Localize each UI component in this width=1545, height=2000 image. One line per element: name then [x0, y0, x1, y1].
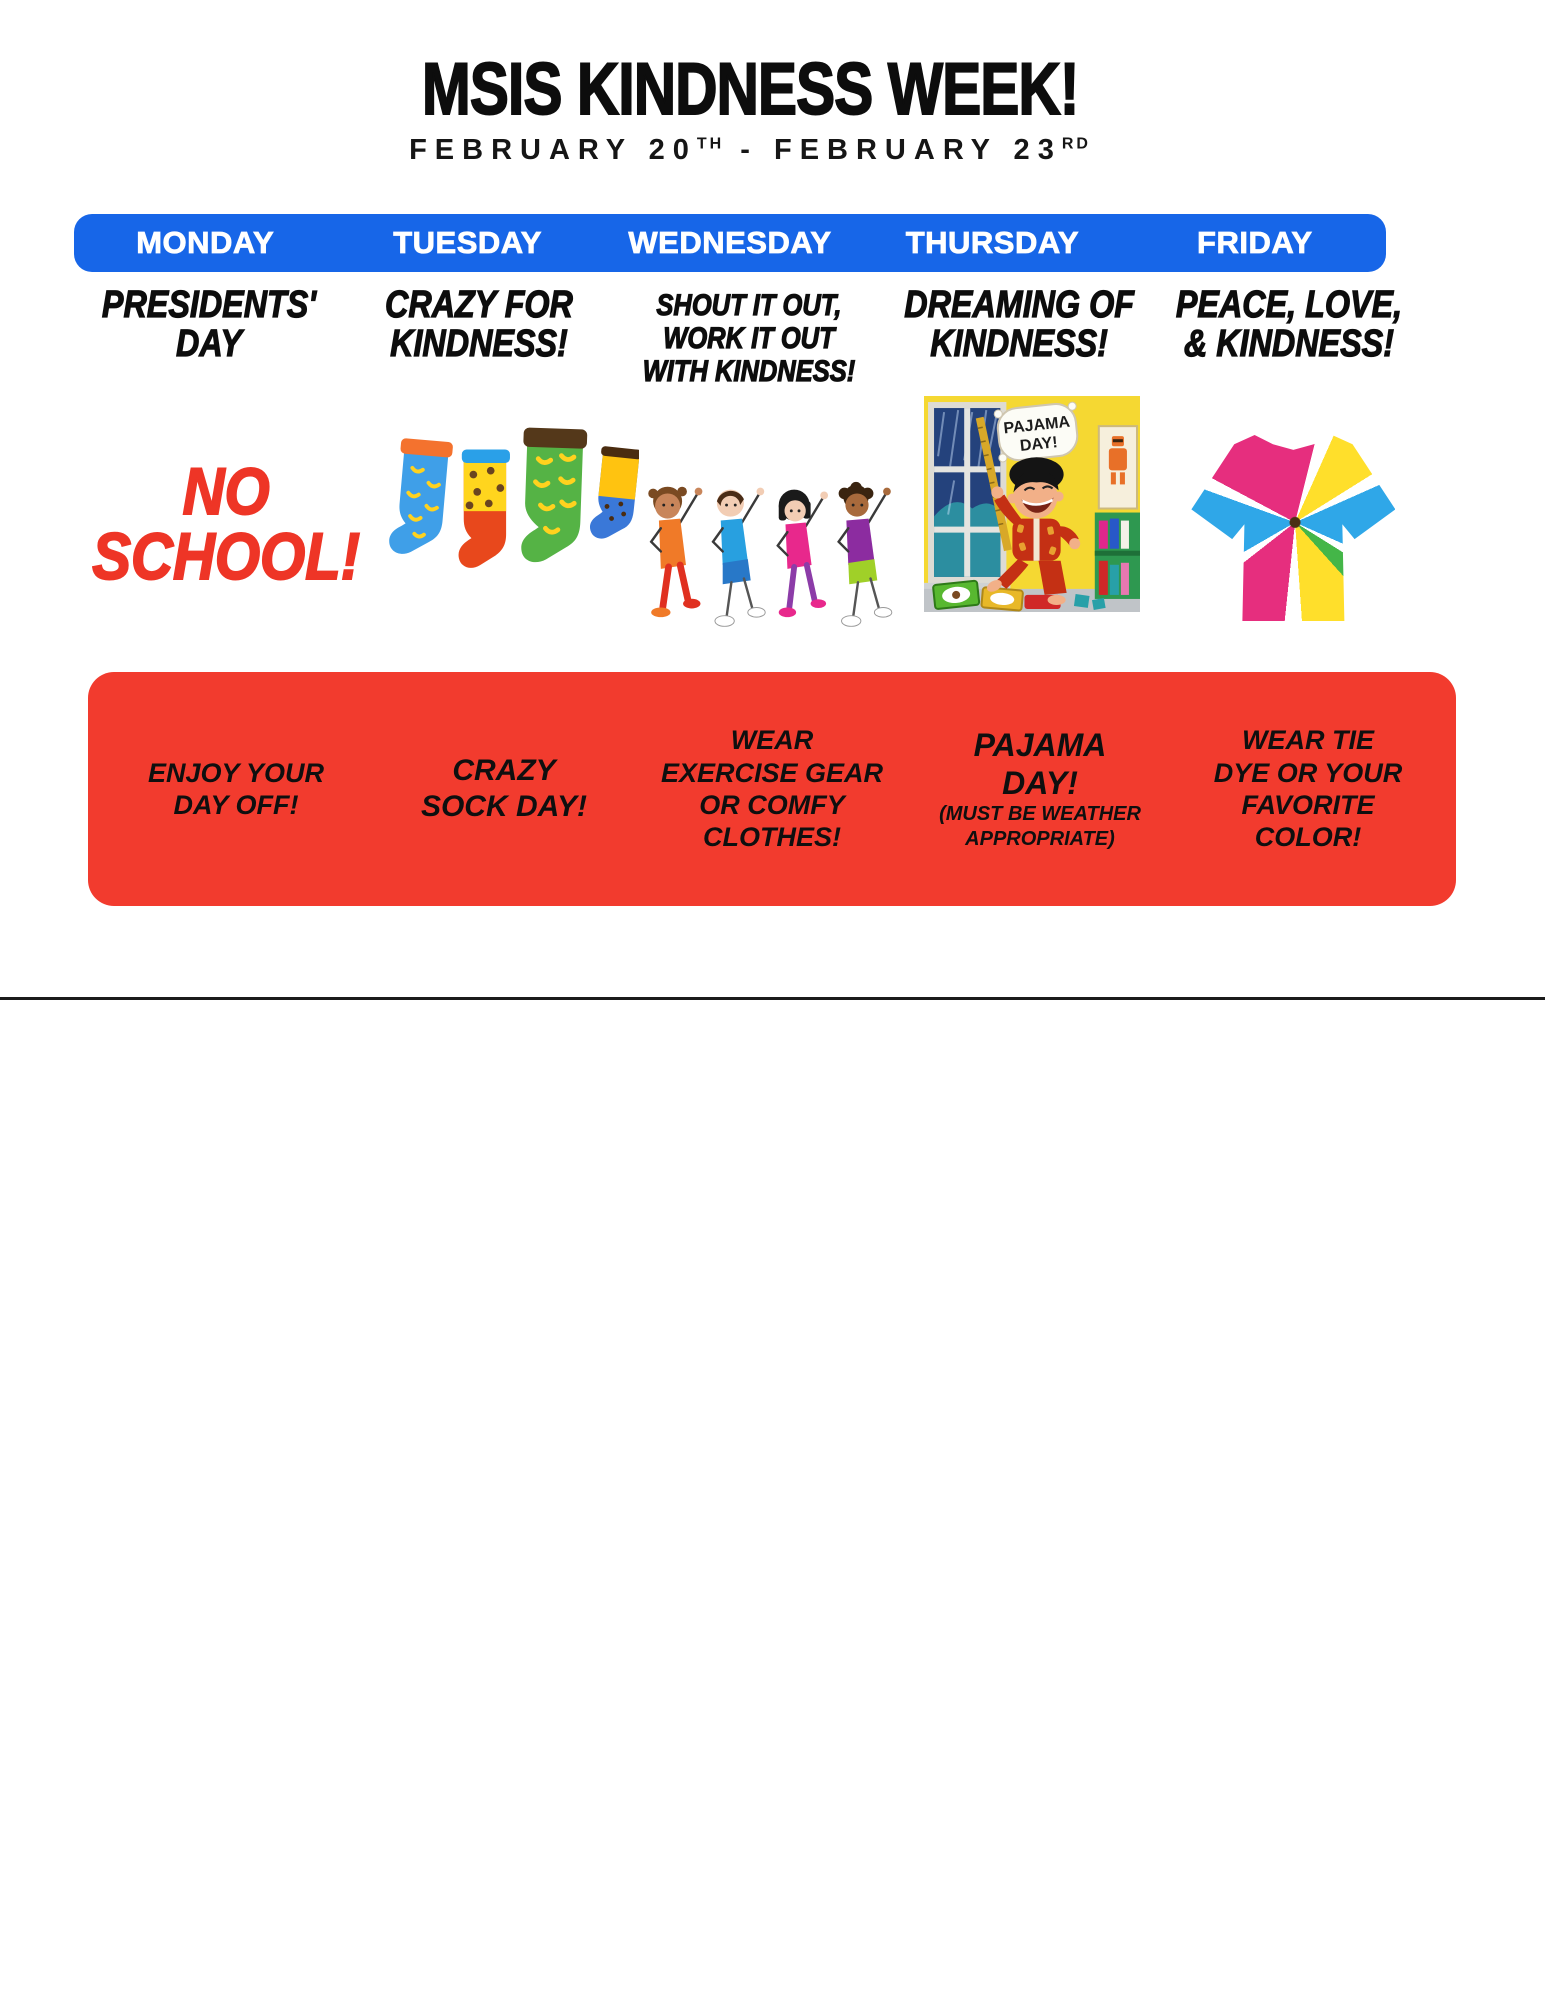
pillow-flag-text-line1: PAJAMA: [1002, 412, 1072, 438]
day-header-friday: FRIDAY: [1197, 225, 1313, 260]
day-header-monday: MONDAY: [136, 225, 275, 260]
theme-monday: PRESIDENTS' DAY: [101, 284, 317, 366]
media-row: [74, 392, 1424, 664]
activity-thursday: PAJAMA DAY! (MUST BE WEATHER APPROPRIATE): [939, 726, 1141, 850]
activities-banner: [88, 672, 1456, 906]
crazy-socks-illustration: [379, 422, 639, 634]
theme-friday: PEACE, LOVE, & KINDNESS!: [1175, 284, 1403, 366]
theme-tuesday: CRAZY FOR KINDNESS!: [384, 284, 573, 366]
days-banner: [74, 214, 1386, 272]
kids-exercising-illustration: [640, 478, 902, 650]
pajama-day-book-illustration: [924, 396, 1140, 612]
pillow-flag-text-line2: DAY!: [1019, 433, 1059, 456]
activity-wednesday: WEAR EXERCISE GEAR OR COMFY CLOTHES!: [660, 725, 884, 853]
no-school-note: NO SCHOOL!: [92, 454, 361, 593]
day-header-wednesday: WEDNESDAY: [628, 225, 832, 260]
day-header-thursday: THURSDAY: [905, 225, 1080, 260]
activity-tuesday: CRAZY SOCK DAY!: [420, 754, 588, 823]
theme-thursday: DREAMING OF KINDNESS!: [904, 284, 1134, 366]
date-range: FEBRUARY 20TH - FEBRUARY 23RD: [409, 134, 1091, 166]
page-title: MSIS KINDNESS WEEK!: [421, 49, 1079, 130]
themes-row: [74, 286, 1424, 388]
activity-monday: ENJOY YOUR DAY OFF!: [147, 757, 325, 820]
tie-dye-shirt-illustration: [1191, 435, 1395, 621]
activity-friday: WEAR TIE DYE OR YOUR FAVORITE COLOR!: [1213, 725, 1403, 853]
page-divider: [0, 997, 1545, 1000]
theme-wednesday: SHOUT IT OUT, WORK IT OUT WITH KINDNESS!: [642, 289, 856, 388]
day-header-tuesday: TUESDAY: [393, 225, 542, 260]
